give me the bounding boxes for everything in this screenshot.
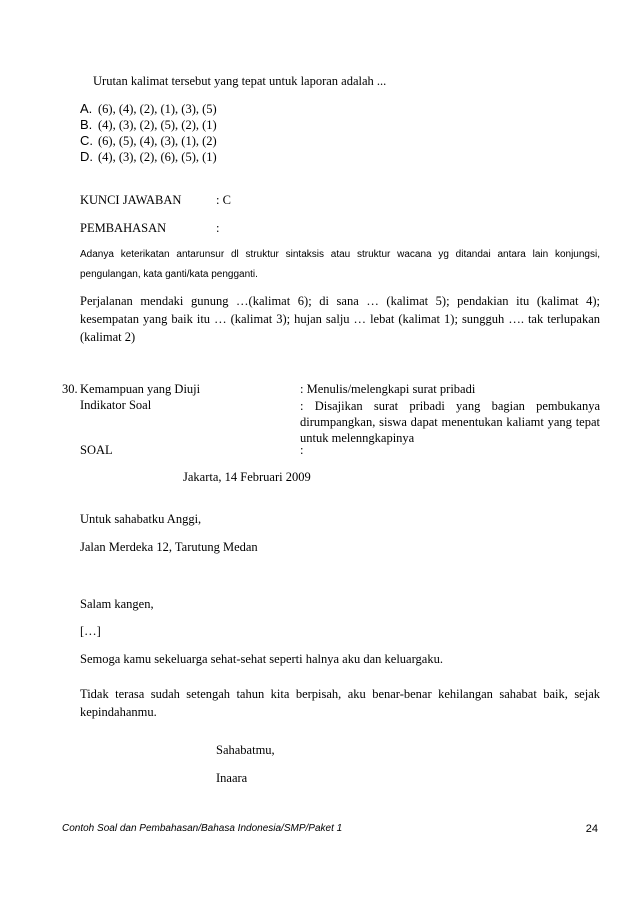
letter-address: Jalan Merdeka 12, Tarutung Medan — [80, 540, 258, 554]
pembahasan-label: PEMBAHASAN — [80, 221, 167, 235]
letter-greeting: Salam kangen, — [80, 597, 154, 611]
pembahasan-detail: Perjalanan mendaki gunung …(kalimat 6); di sana … (kalimat 5); pendakian itu (kalimat 4); kesempatan yang baik itu … (kalimat 3); hujan salju … lebat (kalimat 1); sungguh …. tak terlupakan (kalimat 2) — [80, 294, 600, 344]
option-letter: D. — [80, 149, 93, 164]
letter-date: Jakarta, 14 Februari 2009 — [183, 470, 311, 484]
option-value: (6), (4), (2), (1), (3), (5) — [98, 102, 217, 116]
page-number: 24 — [585, 823, 598, 835]
option-value: (4), (3), (2), (5), (2), (1) — [98, 118, 217, 132]
kunci-label: KUNCI JAWABAN — [80, 193, 182, 207]
option-letter: C. — [80, 133, 93, 148]
option-value: (6), (5), (4), (3), (1), (2) — [98, 134, 217, 148]
option-d — [80, 148, 217, 166]
pembahasan-explanation: Adanya keterikatan antarunsur dl struktur sintaksis atau struktur wacana yg ditandai antara lain konjungsi, pengulangan, kata ganti/kata pengganti. — [80, 249, 600, 280]
question-number: 30. — [62, 382, 78, 396]
letter-recipient: Untuk sahabatku Anggi, — [80, 512, 202, 526]
footer-title: Contoh Soal dan Pembahasan/Bahasa Indonesia/SMP/Paket 1 — [62, 823, 343, 834]
kemampuan-value: : Menulis/melengkapi surat pribadi — [300, 382, 476, 396]
indikator-value: : Disajikan surat pribadi yang bagian pembukanya dirumpangkan, siswa dapat menentukan kaliamt yang tepat untuk melenngkapinya — [300, 399, 600, 445]
letter-signature: Inaara — [216, 771, 248, 785]
soal-label: SOAL — [80, 443, 113, 457]
question-intro: Urutan kalimat tersebut yang tepat untuk laporan adalah ... — [93, 74, 387, 88]
indikator-label: Indikator Soal — [80, 398, 152, 412]
option-letter: B. — [80, 117, 93, 132]
option-value: (4), (3), (2), (6), (5), (1) — [98, 150, 217, 164]
pembahasan-colon: : — [216, 221, 220, 235]
kunci-value: : C — [216, 193, 231, 207]
letter-line1: Semoga kamu sekeluarga sehat-sehat seperti halnya aku dan keluargaku. — [80, 652, 443, 666]
option-letter: A. — [80, 101, 93, 116]
letter-blank: […] — [80, 624, 101, 638]
kemampuan-label: Kemampuan yang Diuji — [80, 382, 201, 396]
letter-line2: Tidak terasa sudah setengah tahun kita berpisah, aku benar-benar kehilangan sahabat baik, sejak kepindahanmu. — [80, 687, 600, 719]
soal-colon: : — [300, 443, 304, 457]
letter-closing: Sahabatmu, — [216, 743, 275, 757]
